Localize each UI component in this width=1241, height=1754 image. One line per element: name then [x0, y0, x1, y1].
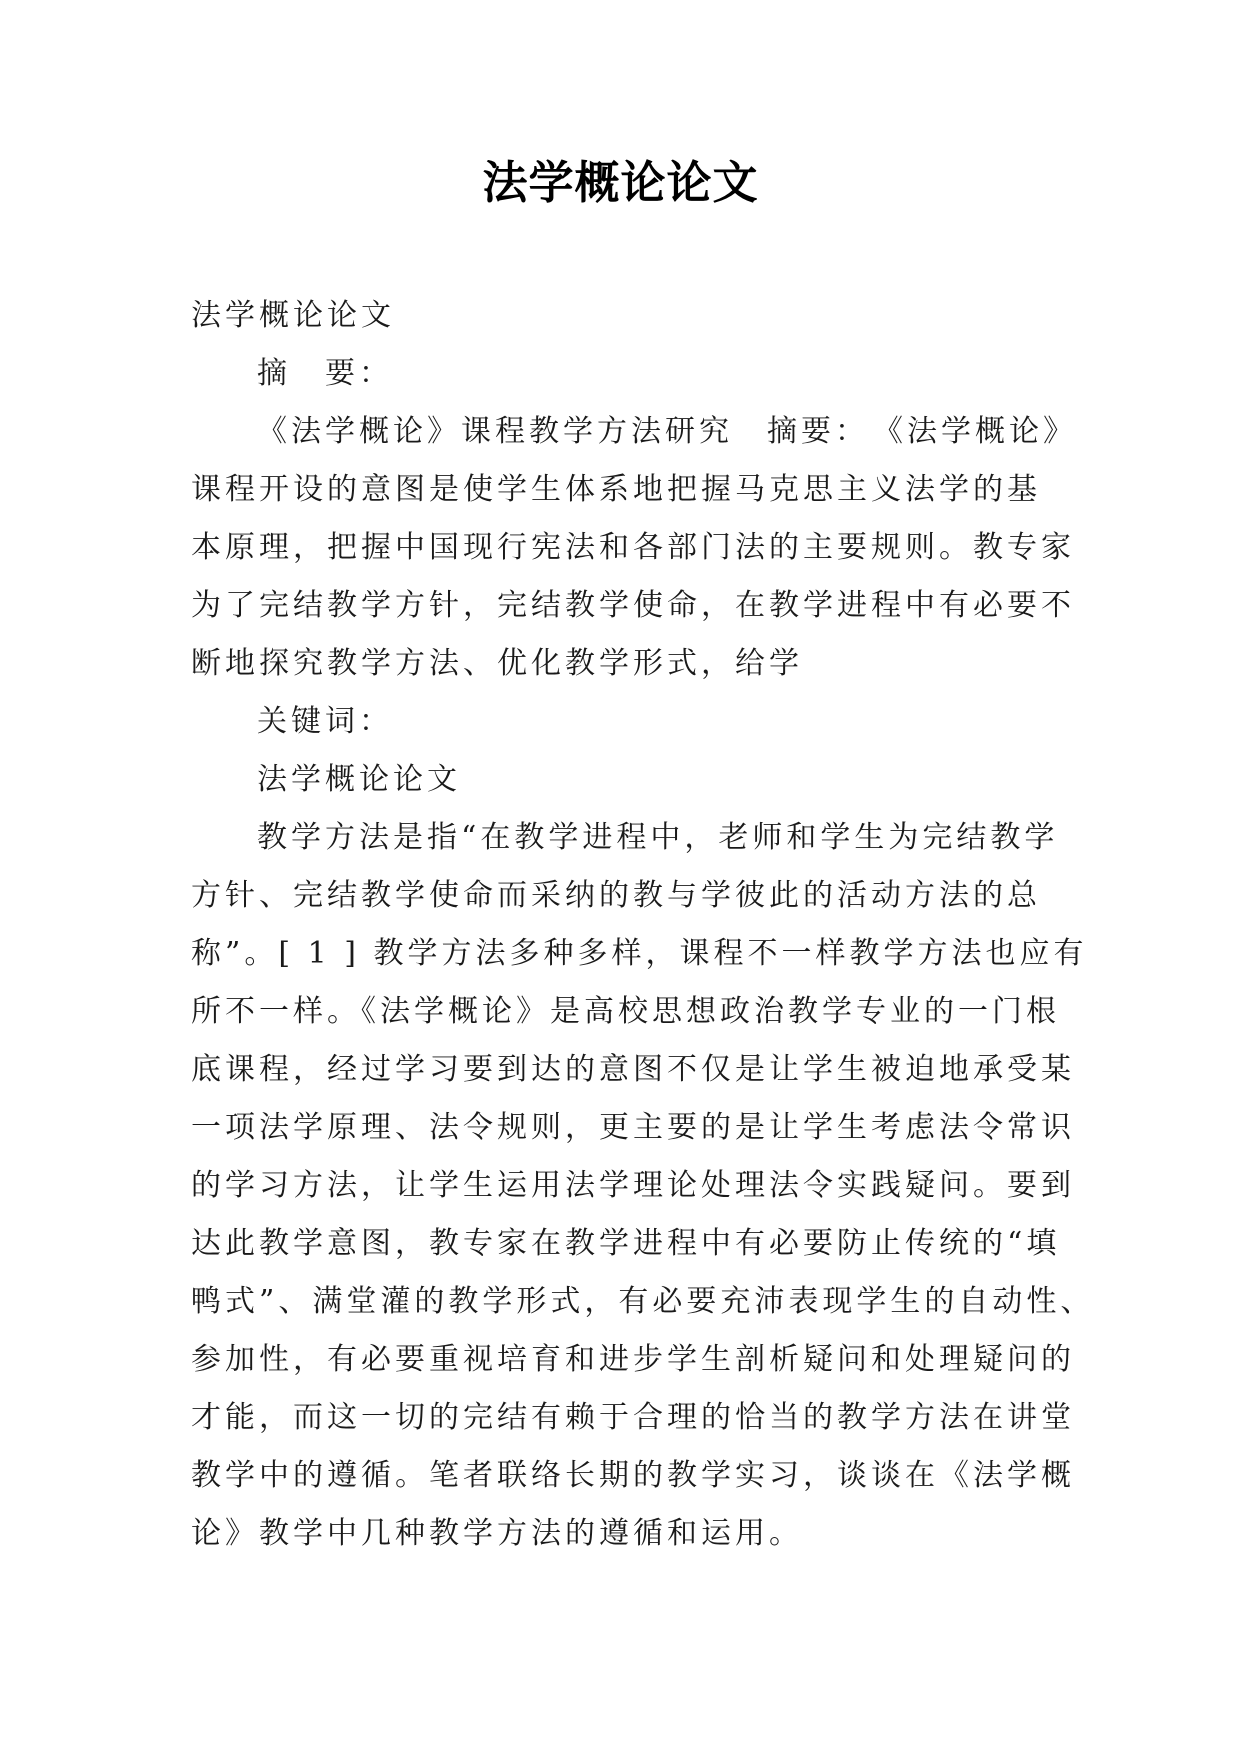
body-line: 称”。[ 1 ] 教学方法多种多样，课程不一样教学方法也应有	[191, 936, 1088, 971]
body-line: 所不一样。《法学概论》是高校思想政治教学专业的一门根	[191, 994, 1060, 1029]
document-body	[191, 287, 1095, 1563]
body-line: 《法学概论》课程教学方法研究 摘要： 《法学概论》	[257, 414, 1077, 449]
body-line: 摘 要：	[257, 356, 393, 391]
body-line: 一项法学原理、法令规则，更主要的是让学生考虑法令常识	[191, 1110, 1075, 1145]
body-line: 教学方法是指“在教学进程中，老师和学生为完结教学	[257, 820, 1059, 855]
body-line: 法学概论论文	[257, 762, 461, 797]
body-line: 本原理，把握中国现行宪法和各部门法的主要规则。教专家	[191, 530, 1075, 565]
body-line: 底课程，经过学习要到达的意图不仅是让学生被迫地承受某	[191, 1052, 1075, 1087]
body-line: 的学习方法，让学生运用法学理论处理法令实践疑问。要到	[191, 1168, 1075, 1203]
body-line: 论》教学中几种教学方法的遵循和运用。	[191, 1516, 803, 1551]
body-line: 法学概论论文	[191, 298, 395, 333]
body-line: 方针、完结教学使命而采纳的教与学彼此的活动方法的总	[191, 878, 1041, 913]
body-line: 为了完结教学方针，完结教学使命，在教学进程中有必要不	[191, 588, 1075, 623]
document-title: 法学概论论文	[482, 156, 759, 209]
body-line: 鸭式”、满堂灌的教学形式，有必要充沛表现学生的自动性、	[191, 1284, 1095, 1319]
body-line: 课程开设的意图是使学生体系地把握马克思主义法学的基	[191, 472, 1041, 507]
body-line: 达此教学意图，教专家在教学进程中有必要防止传统的“填	[191, 1226, 1061, 1261]
body-line: 断地探究教学方法、优化教学形式，给学	[191, 646, 803, 681]
body-line: 教学中的遵循。笔者联络长期的教学实习，谈谈在《法学概	[191, 1458, 1075, 1493]
body-line: 才能，而这一切的完结有赖于合理的恰当的教学方法在讲堂	[191, 1400, 1075, 1435]
body-line: 参加性，有必要重视培育和进步学生剖析疑问和处理疑问的	[191, 1342, 1075, 1377]
body-line: 关键词：	[257, 704, 393, 739]
